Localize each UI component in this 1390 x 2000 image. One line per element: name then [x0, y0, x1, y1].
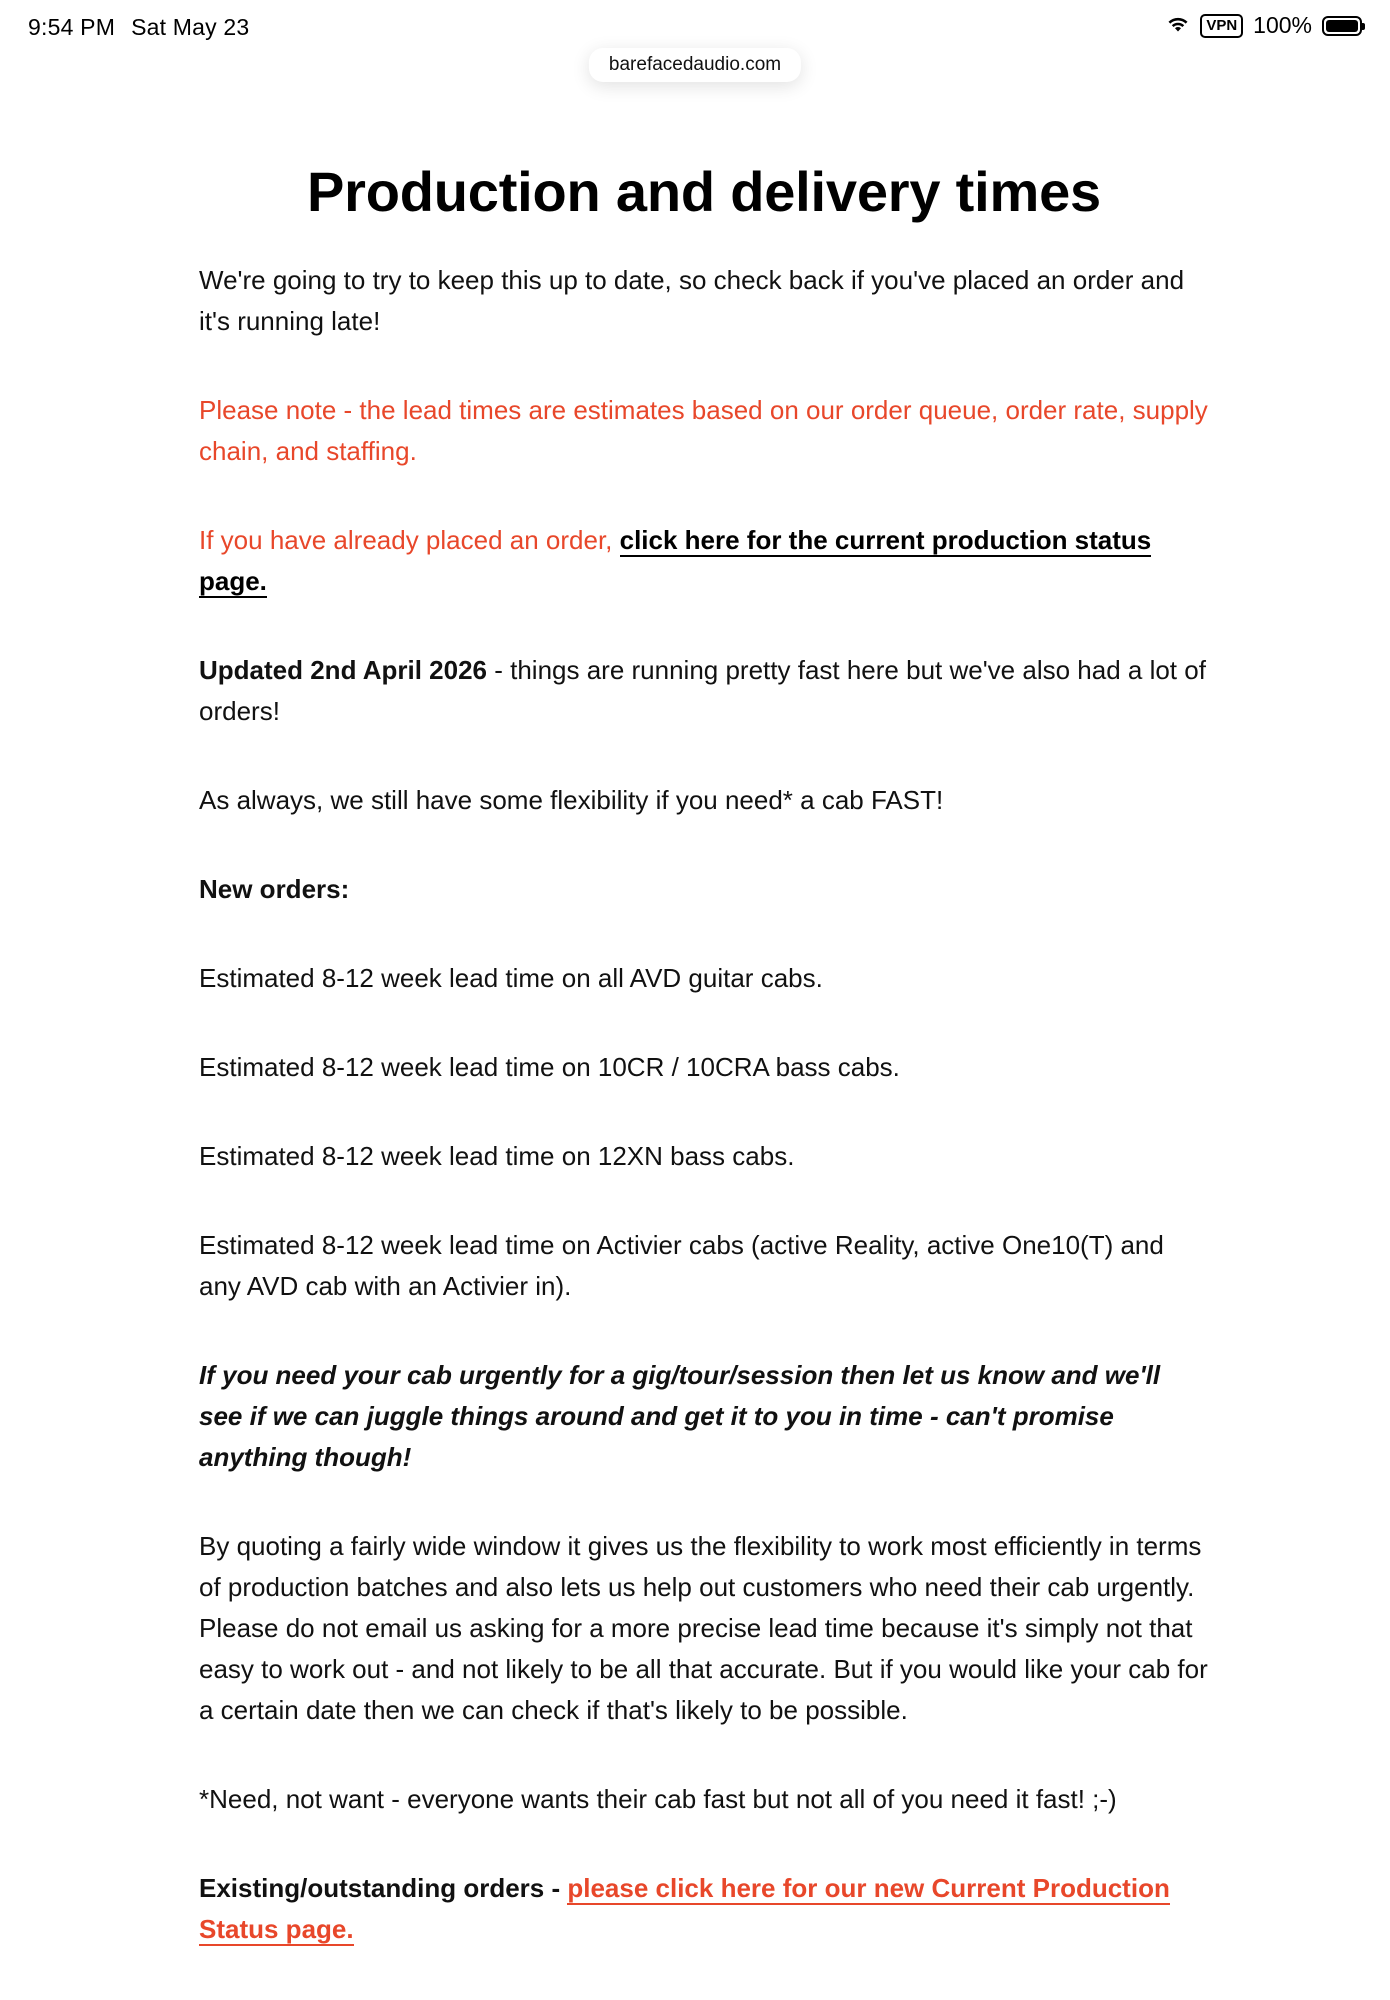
- page-content: [199, 160, 1209, 1998]
- lead-time-item: Estimated 8-12 week lead time on all AVD guitar cabs.: [199, 963, 823, 993]
- lead-time-item: Estimated 8-12 week lead time on 12XN bass cabs.: [199, 1141, 795, 1171]
- battery-percent: 100%: [1253, 12, 1312, 38]
- lead-time-item: Estimated 8-12 week lead time on Activier cabs (active Reality, active One10(T) and any AVD cab with an Activier in).: [199, 1230, 1164, 1301]
- page-title: Production and delivery times: [307, 160, 1101, 223]
- placed-order-paragraph: [199, 520, 1209, 602]
- quoting-paragraph: By quoting a fairly wide window it gives us the flexibility to work most efficiently in terms of production batches and also lets us help out customers who need their cab urgently. Please do not email us asking for a more precise lead time because it's simply not that easy to work out - and not likely to be all that accurate. But if you would like your cab for a certain date then we can check if that's likely to be possible.: [199, 1531, 1208, 1725]
- existing-orders-label: Existing/outstanding orders -: [199, 1873, 568, 1903]
- updated-text: - things are running pretty fast here but we've also had a lot of orders!: [199, 655, 1206, 726]
- status-indicators: [1166, 12, 1362, 39]
- battery-icon: [1322, 16, 1362, 36]
- flexibility-paragraph: As always, we still have some flexibility if you need* a cab FAST!: [199, 785, 944, 815]
- production-status-link[interactable]: click here for the current production status page.: [199, 525, 1152, 596]
- lead-time-item: Estimated 8-12 week lead time on 10CR / 10CRA bass cabs.: [199, 1052, 900, 1082]
- note-paragraph: Please note - the lead times are estimates based on our order queue, order rate, supply chain, and staffing.: [199, 395, 1208, 466]
- status-time: 9:54 PM: [28, 14, 116, 40]
- intro-paragraph: We're going to try to keep this up to date, so check back if you've placed an order and it's running late!: [199, 265, 1185, 336]
- updated-paragraph: [199, 650, 1209, 732]
- current-production-status-link[interactable]: please click here for our new Current Production Status page.: [199, 1873, 1170, 1944]
- updated-label: Updated 2nd April 2026: [199, 655, 487, 685]
- wifi-icon: [1166, 12, 1190, 39]
- battery-fill: [1326, 20, 1358, 32]
- urgent-paragraph: If you need your cab urgently for a gig/tour/session then let us know and we'll see if we can juggle things around and get it to you in time - can't promise anything though!: [199, 1360, 1161, 1472]
- placed-order-prefix: If you have already placed an order,: [199, 525, 620, 555]
- vpn-badge: VPN: [1200, 14, 1243, 38]
- existing-orders-paragraph: [199, 1868, 1209, 1950]
- need-not-want-paragraph: *Need, not want - everyone wants their cab fast but not all of you need it fast! ;-): [199, 1784, 1117, 1814]
- new-orders-heading: [199, 869, 1209, 910]
- status-date: Sat May 23: [131, 14, 250, 40]
- status-time-date: [28, 14, 249, 41]
- new-orders-heading-text: New orders:: [199, 874, 350, 904]
- url-bar[interactable]: barefacedaudio.com: [589, 48, 801, 82]
